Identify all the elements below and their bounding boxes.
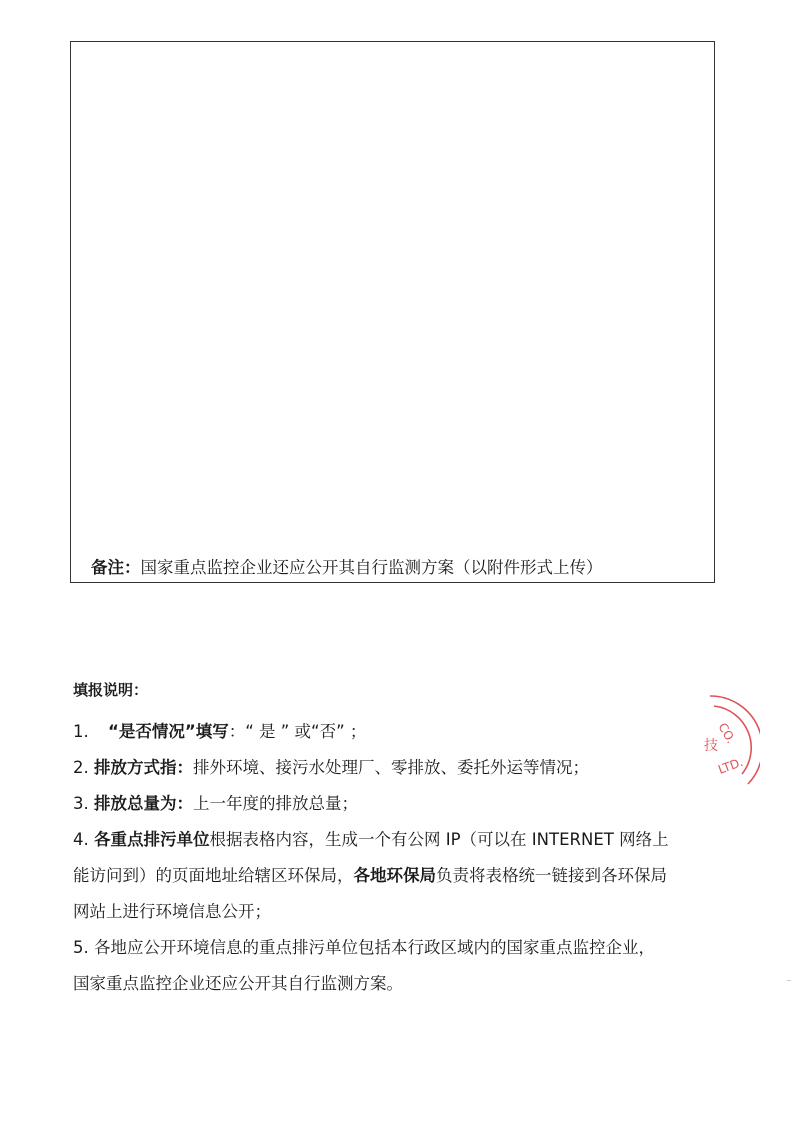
item-bold-term: 排放总量为：: [94, 794, 193, 813]
company-seal-stamp: [680, 688, 760, 798]
instruction-item-5-line-2: 国家重点监控企业还应公开其自行监测方案。: [73, 974, 403, 993]
svg-text:CO.: CO.: [715, 720, 739, 746]
svg-text:LTD.: LTD.: [716, 754, 745, 777]
item-bold-term: 各重点排污单位: [94, 830, 210, 849]
instruction-item-2: [73, 750, 753, 786]
item-text: 各地应公开环境信息的重点排污单位包括本行政区域内的国家重点监控企业，: [94, 938, 655, 957]
svg-text:技: 技: [704, 738, 718, 754]
item-text: 排外环境、接污水处理厂、零排放、委托外运等情况；: [193, 758, 589, 777]
item-end: ；: [349, 722, 367, 741]
remark-table-cell: [70, 41, 715, 583]
instruction-item-5-line-1: [73, 930, 753, 966]
instruction-item-4-line-1: [73, 822, 753, 858]
item-number: 4.: [73, 830, 89, 849]
item-text: 负责将表格统一链接到各环保局: [436, 866, 667, 885]
instruction-item-1: [73, 714, 753, 750]
item-text: 根据表格内容，生成一个有公网 IP（可以在 INTERNET 网络上: [209, 830, 669, 849]
item-number: 2.: [73, 758, 89, 777]
item-or: 或: [294, 722, 312, 741]
instruction-item-3: [73, 786, 753, 822]
instructions-heading: 填报说明：: [73, 681, 149, 699]
remark-label: 备注：: [91, 558, 141, 577]
item-colon: ：: [228, 722, 246, 741]
item-number: 3.: [73, 794, 89, 813]
instruction-item-4-line-2: [73, 858, 753, 894]
remark-line: [91, 554, 603, 578]
item-bold-term: “是否情况”填写: [108, 722, 229, 741]
item-quote-no: “否”: [311, 722, 345, 741]
item-number: 1.: [73, 722, 89, 741]
item-quote-yes: “ 是 ”: [245, 722, 290, 741]
item-bold-term: 各地环保局: [353, 866, 436, 885]
item-number: 5.: [73, 938, 89, 957]
item-text: 上一年度的排放总量；: [193, 794, 358, 813]
remark-text: 国家重点监控企业还应公开其自行监测方案（以附件形式上传）: [140, 558, 603, 577]
item-bold-term: 排放方式指：: [94, 758, 193, 777]
item-text: 能访问到）的页面地址给辖区环保局，: [73, 866, 354, 885]
scan-edge-mark: [787, 980, 791, 981]
instruction-item-4-line-3: 网站上进行环境信息公开；: [73, 902, 271, 921]
filling-instructions: [73, 676, 753, 1002]
